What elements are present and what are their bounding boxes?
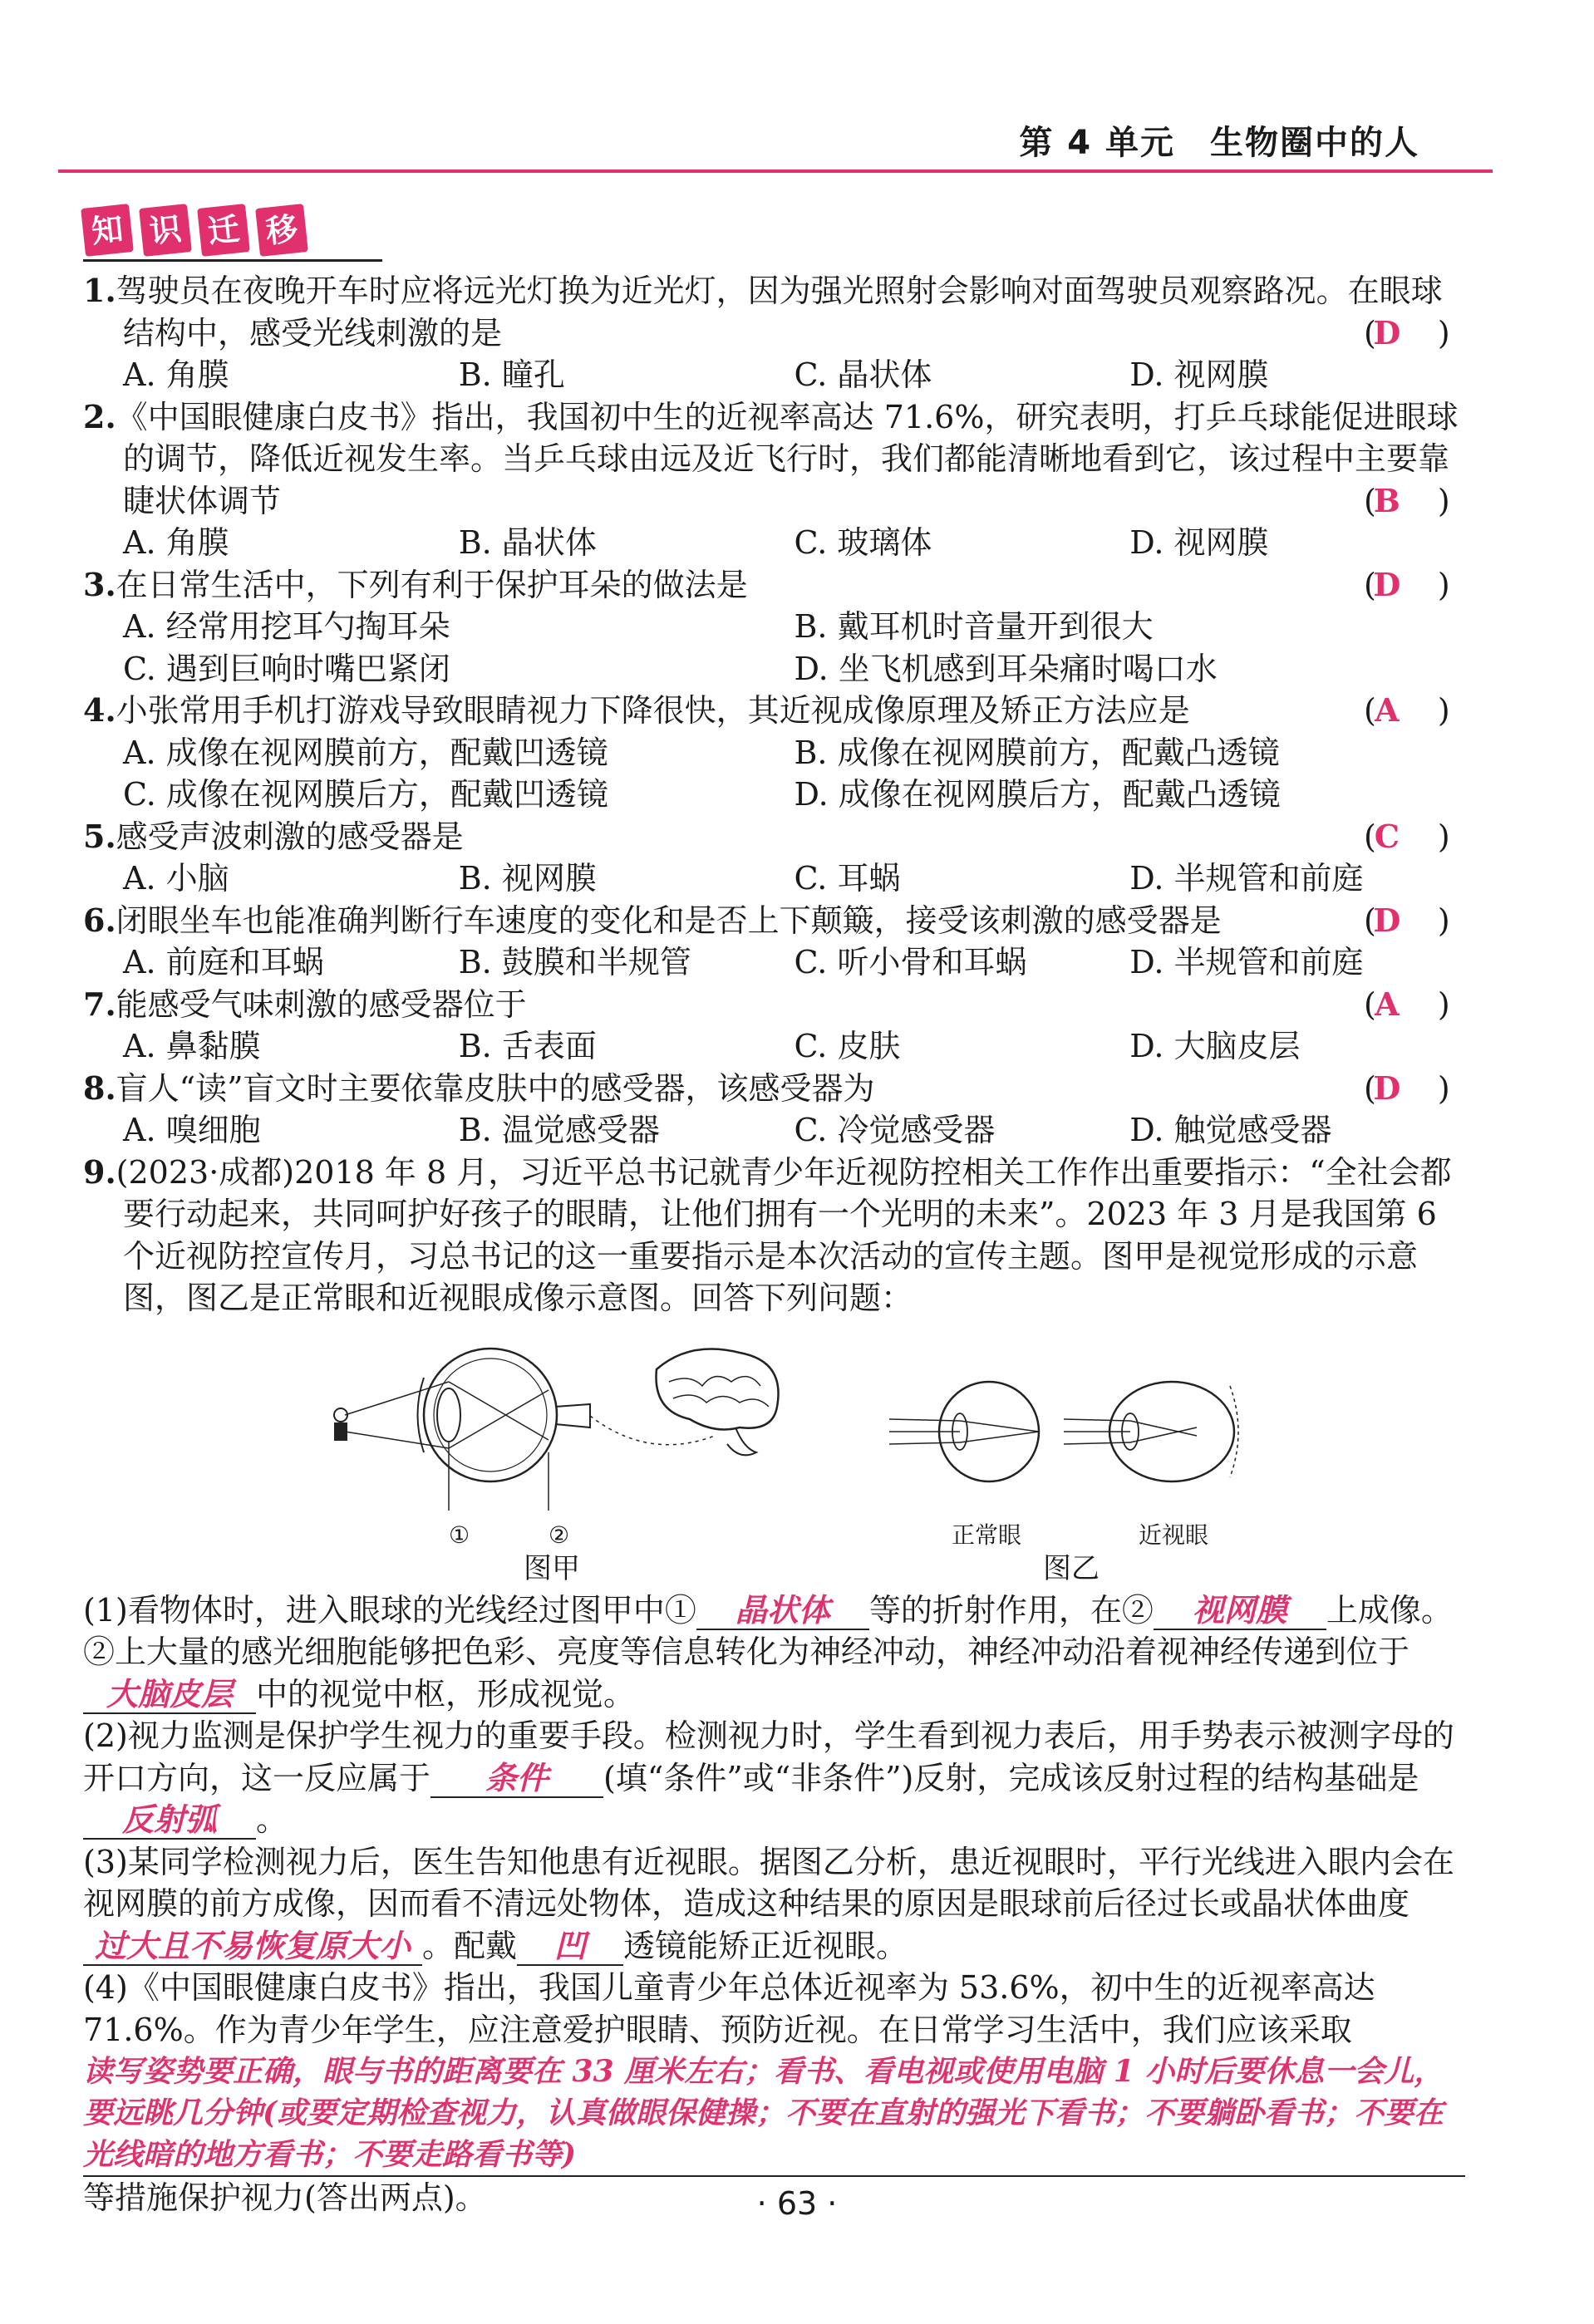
normal-eye-label: 正常眼 <box>952 1521 1022 1549</box>
sub-question-2 <box>83 1715 1465 1841</box>
question-number: 2. <box>83 397 116 435</box>
sub3-text: 。配戴 <box>422 1927 518 1964</box>
option: A. 小脑 <box>123 860 229 897</box>
question-number: 8. <box>83 1069 116 1107</box>
answer-letter: A <box>1375 691 1400 729</box>
option: D. 视网膜 <box>1129 524 1269 561</box>
answer-letter: D <box>1373 901 1401 939</box>
answer-letter: A <box>1375 985 1400 1023</box>
normal-myopic-diagram <box>889 1369 1288 1494</box>
option: A. 成像在视网膜前方，配戴凹透镜 <box>123 734 608 771</box>
sub2-text: (2)视力监测是保护学生视力的重要手段。检测视力时，学生看到视力表后，用手势表示被测字母的开口方向，这一反应属于 <box>83 1717 1454 1796</box>
option: D. 触觉感受器 <box>1129 1112 1332 1148</box>
question-stem: 闭眼坐车也能准确判断行车速度的变化和是否上下颠簸，接受该刺激的感受器是 <box>116 902 1222 939</box>
answer-bracket: (C ) <box>1404 816 1465 858</box>
option: B. 瞳孔 <box>458 356 565 393</box>
answer-blank: 凹 <box>517 1928 623 1966</box>
option: A. 角膜 <box>123 524 229 561</box>
answer-bracket: (D ) <box>1404 1068 1465 1110</box>
sub3-text: 透镜能矫正近视眼。 <box>623 1927 908 1964</box>
answer-blank: 大脑皮层 <box>83 1676 256 1714</box>
question-list <box>83 270 1465 2219</box>
answer-blank: 视网膜 <box>1154 1592 1326 1630</box>
badge-char: 知 <box>81 204 134 257</box>
question-number: 5. <box>83 817 116 855</box>
option: C. 遇到巨响时嘴巴紧闭 <box>123 650 450 687</box>
question-stem: 感受声波刺激的感受器是 <box>116 818 464 855</box>
sub1-text: 中的视觉中枢，形成视觉。 <box>256 1675 636 1712</box>
option: A. 嗅细胞 <box>123 1112 261 1148</box>
answer-letter: D <box>1373 1069 1401 1107</box>
option: D. 坐飞机感到耳朵痛时喝口水 <box>794 650 1218 687</box>
option: A. 鼻黏膜 <box>123 1028 261 1064</box>
answer-bracket: (D ) <box>1404 312 1465 355</box>
answer-blank: 反射弧 <box>83 1801 256 1840</box>
myopic-eye-label: 近视眼 <box>1139 1521 1209 1549</box>
question-6 <box>83 900 1465 984</box>
answer-bracket: (D ) <box>1404 564 1465 607</box>
option: C. 晶状体 <box>794 356 932 393</box>
question-7 <box>83 984 1465 1068</box>
question-number: 4. <box>83 691 116 729</box>
sub4-text: 等措施保护视力(答出两点)。 <box>83 2179 487 2216</box>
answer-bracket: (D ) <box>1404 900 1465 942</box>
question-number: 9. <box>83 1152 116 1191</box>
sub1-text: (1)看物体时，进入眼球的光线经过图甲中① <box>83 1591 696 1629</box>
question-stem: 能感受气味刺激的感受器位于 <box>116 985 527 1023</box>
marker-2: ② <box>549 1521 570 1549</box>
question-2 <box>83 396 1465 564</box>
sub1-text: 上成像。②上大量的感光细胞能够把色彩、亮度等信息转化为神经冲动，神经冲动沿着视神经传递到位于 <box>83 1591 1453 1670</box>
figure-yi-label: 图乙 <box>1043 1551 1100 1585</box>
question-number: 1. <box>83 272 116 309</box>
figure-jia-label: 图甲 <box>524 1551 580 1585</box>
sub2-text: (填“条件”或“非条件”)反射，完成该反射过程的结构基础是 <box>603 1759 1419 1796</box>
answer-bracket: (B ) <box>1404 480 1465 523</box>
option: B. 舌表面 <box>458 1028 597 1064</box>
option: B. 视网膜 <box>458 860 597 897</box>
question-9 <box>83 1152 1465 2219</box>
question-number: 7. <box>83 985 116 1023</box>
figure-area <box>83 1336 1465 1589</box>
answer-blank: 晶状体 <box>696 1592 869 1630</box>
badge-char: 移 <box>255 204 308 257</box>
answer-letter: D <box>1373 565 1401 603</box>
option: A. 经常用挖耳勺掏耳朵 <box>123 608 450 645</box>
option: D. 大脑皮层 <box>1129 1028 1301 1064</box>
option: C. 耳蜗 <box>794 860 901 897</box>
badge-underline <box>83 259 382 262</box>
question-stem: (2023·成都)2018 年 8 月，习近平总书记就青少年近视防控相关工作作出重要指示：“全社会都要行动起来，共同呵护好孩子的眼睛，让他们拥有一个光明的未来”。2023 年 3 月是我国第 6 个近视防控宣传月，习总书记的这一重要指示是本次活动的宣传主题。图甲是视觉形成的示意图，图乙是正常眼和近视眼成像示意图。回答下列问题： <box>116 1153 1452 1316</box>
option: D. 半规管和前庭 <box>1129 860 1364 897</box>
question-8 <box>83 1068 1465 1152</box>
sub-question-4 <box>83 1967 1465 2219</box>
section-badge <box>83 206 306 254</box>
marker-1: ① <box>449 1521 470 1549</box>
question-3 <box>83 564 1465 690</box>
answer-letter: D <box>1373 313 1401 351</box>
answer-letter: B <box>1373 481 1400 519</box>
question-stem: 《中国眼健康白皮书》指出，我国初中生的近视率高达 71.6%，研究表明，打乒乓球能促进眼球的调节，降低近视发生率。当乒乓球由远及近飞行时，我们都能清晰地看到它，该过程中主要靠睫状体调节 <box>116 398 1459 519</box>
answer-blank: 条件 <box>430 1760 603 1798</box>
unit-title: 第 4 单元 生物圈中的人 <box>1019 124 1419 162</box>
question-4 <box>83 690 1465 816</box>
option: D. 视网膜 <box>1129 356 1269 393</box>
option: C. 皮肤 <box>794 1028 901 1064</box>
option: D. 半规管和前庭 <box>1129 944 1364 980</box>
answer-letter: C <box>1374 817 1400 855</box>
answer-blank: 过大且不易恢复原大小 <box>83 1928 422 1966</box>
question-number: 3. <box>83 565 116 603</box>
option: B. 温觉感受器 <box>458 1112 660 1148</box>
question-stem: 驾驶员在夜晚开车时应将远光灯换为近光灯，因为强光照射会影响对面驾驶员观察路况。在眼球结构中，感受光线刺激的是 <box>116 273 1443 351</box>
sub4-text: (4)《中国眼健康白皮书》指出，我国儿童青少年总体近视率为 53.6%，初中生的近视率高达 71.6%。作为青少年学生，应注意爱护眼睛、预防近视。在日常学习生活中，我们应该采取 <box>83 1969 1375 2048</box>
sub-question-1 <box>83 1589 1465 1716</box>
question-stem: 在日常生活中，下列有利于保护耳朵的做法是 <box>116 566 748 603</box>
option: A. 角膜 <box>123 356 229 393</box>
sub2-text: 。 <box>256 1801 288 1838</box>
option: B. 成像在视网膜前方，配戴凸透镜 <box>794 734 1280 771</box>
answer-bracket: (A ) <box>1404 690 1465 732</box>
option: D. 成像在视网膜后方，配戴凸透镜 <box>794 776 1281 813</box>
badge-char: 迁 <box>197 204 250 257</box>
option: A. 前庭和耳蜗 <box>123 944 324 980</box>
question-stem: 小张常用手机打游戏导致眼睛视力下降很快，其近视成像原理及矫正方法应是 <box>116 692 1190 729</box>
question-number: 6. <box>83 901 116 939</box>
answer-bracket: (A ) <box>1404 984 1465 1026</box>
option: B. 鼓膜和半规管 <box>458 944 691 980</box>
header-rule <box>58 170 1493 173</box>
question-stem: 盲人“读”盲文时主要依靠皮肤中的感受器，该感受器为 <box>116 1069 875 1107</box>
sub3-text: (3)某同学检测视力后，医生告知他患有近视眼。据图乙分析，患近视眼时，平行光线进入眼内会在视网膜的前方成像，因而看不清远处物体，造成这种结果的原因是眼球前后径过长或晶状体曲度 <box>83 1843 1454 1922</box>
option: B. 晶状体 <box>458 524 597 561</box>
badge-char: 识 <box>139 204 192 257</box>
long-answer: 读写姿势要正确，眼与书的距离要在 33 厘米左右；看书、看电视或使用电脑 1 小时后要休息一会儿，要远眺几分钟(或要定期检查视力，认真做眼保健操；不要在直射的强光下看书；不要躺卧看书；不要在光线暗的地方看书；不要走路看书等) <box>83 2051 1465 2177</box>
sub-question-3 <box>83 1841 1465 1968</box>
sub1-text: 等的折射作用，在② <box>868 1591 1154 1629</box>
question-5 <box>83 816 1465 900</box>
option: C. 玻璃体 <box>794 524 932 561</box>
option: C. 听小骨和耳蜗 <box>794 944 1027 980</box>
option: B. 戴耳机时音量开到很大 <box>794 608 1154 645</box>
question-1 <box>83 270 1465 396</box>
page-number: · 63 · <box>756 2185 838 2222</box>
option: C. 成像在视网膜后方，配戴凹透镜 <box>123 776 608 813</box>
option: C. 冷觉感受器 <box>794 1112 996 1148</box>
